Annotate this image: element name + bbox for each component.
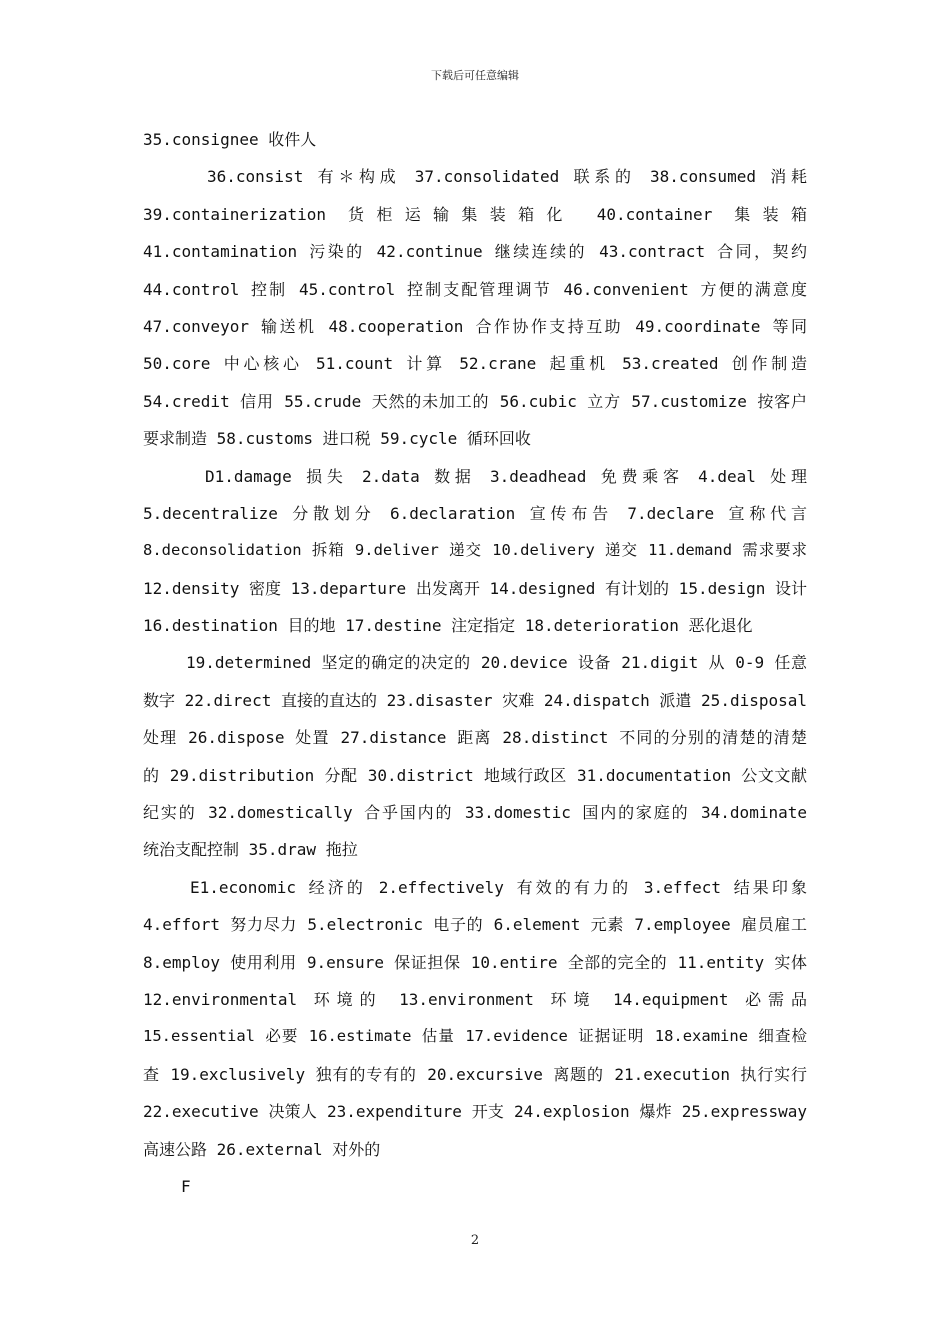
text-line: 16.destination 目的地 17.destine 注定指定 18.deterioration 恶化退化 [143, 616, 753, 636]
text-line: 22.executive 决策人 23.expenditure 开支 24.explosion 爆炸 25.expressway [143, 1102, 807, 1122]
text-line: 12.density 密度 13.departure 出发离开 14.designed 有计划的 15.design 设计 [143, 578, 808, 598]
text-line: 要求制造 58.customs 进口税 59.cycle 循环回收 [143, 429, 531, 449]
text-line: 高速公路 26.external 对外的 [143, 1139, 381, 1159]
text-line: 47.conveyor 输送机 48.cooperation 合作协作支持互助 49.coordinate 等同 [143, 316, 807, 336]
text-line: 统治支配控制 35.draw 拖拉 [143, 840, 358, 860]
text-line: 8.employ 使用利用 9.ensure 保证担保 10.entire 全部的完全的 11.entity 实体 [143, 952, 807, 972]
text-line: 4.effort 努力尽力 5.electronic 电子的 6.element 元素 7.employee 雇员雇工 [143, 915, 807, 935]
text-line: 54.credit 信用 55.crude 天然的未加工的 56.cubic 立方 57.customize 按客户 [143, 391, 807, 411]
text-line: 19.determined 坚定的确定的决定的 20.device 设备 21.digit 从 0-9 任意 [186, 653, 807, 673]
header-text: 下载后可任意编辑 [431, 69, 519, 82]
text-line: 查 19.exclusively 独有的专有的 20.excursive 离题的 21.execution 执行实行 [143, 1064, 807, 1084]
text-line: 39.containerization 货柜运输集装箱化 40.container 集装箱 [143, 204, 807, 224]
text-line: D1.damage 损失 2.data 数据 3.deadhead 免费乘客 4.deal 处理 [205, 466, 807, 486]
document-body [143, 121, 807, 1205]
text-line: 44.control 控制 45.control 控制支配管理调节 46.convenient 方便的满意度 [143, 279, 807, 299]
text-line: 8.deconsolidation 拆箱 9.deliver 递交 10.delivery 递交 11.demand 需求要求 [143, 541, 807, 560]
page-footer [0, 1233, 950, 1248]
text-line: E1.economic 经济的 2.effectively 有效的有力的 3.effect 结果印象 [190, 877, 807, 897]
text-line: 15.essential 必要 16.estimate 估量 17.evidence 证据证明 18.examine 细查检 [143, 1027, 807, 1046]
text-line: 处理 26.dispose 处置 27.distance 距离 28.distinct 不同的分别的清楚的清楚 [143, 728, 807, 748]
text-line: 36.consist 有＊构成 37.consolidated 联系的 38.consumed 消耗 [207, 167, 807, 187]
text-line: 纪实的 32.domestically 合乎国内的 33.domestic 国内的家庭的 34.dominate [143, 803, 807, 823]
text-line: 5.decentralize 分散划分 6.declaration 宣传布告 7.declare 宣称代言 [143, 503, 807, 523]
text-line: 50.core 中心核心 51.count 计算 52.crane 起重机 53.created 创作制造 [143, 354, 807, 374]
text-line: 12.environmental 环境的 13.environment 环境 14.equipment 必需品 [143, 989, 807, 1009]
page-number: 2 [470, 1233, 480, 1248]
text-line: 的 29.distribution 分配 30.district 地域行政区 31.documentation 公文文献 [143, 765, 807, 785]
text-line: 35.consignee 收件人 [143, 130, 317, 149]
text-line: 41.contamination 污染的 42.continue 继续连续的 43.contract 合同，契约 [143, 242, 807, 262]
page-header [0, 67, 950, 83]
text-line: F [181, 1176, 191, 1196]
text-line: 数字 22.direct 直接的直达的 23.disaster 灾难 24.dispatch 派遣 25.disposal [143, 690, 808, 710]
